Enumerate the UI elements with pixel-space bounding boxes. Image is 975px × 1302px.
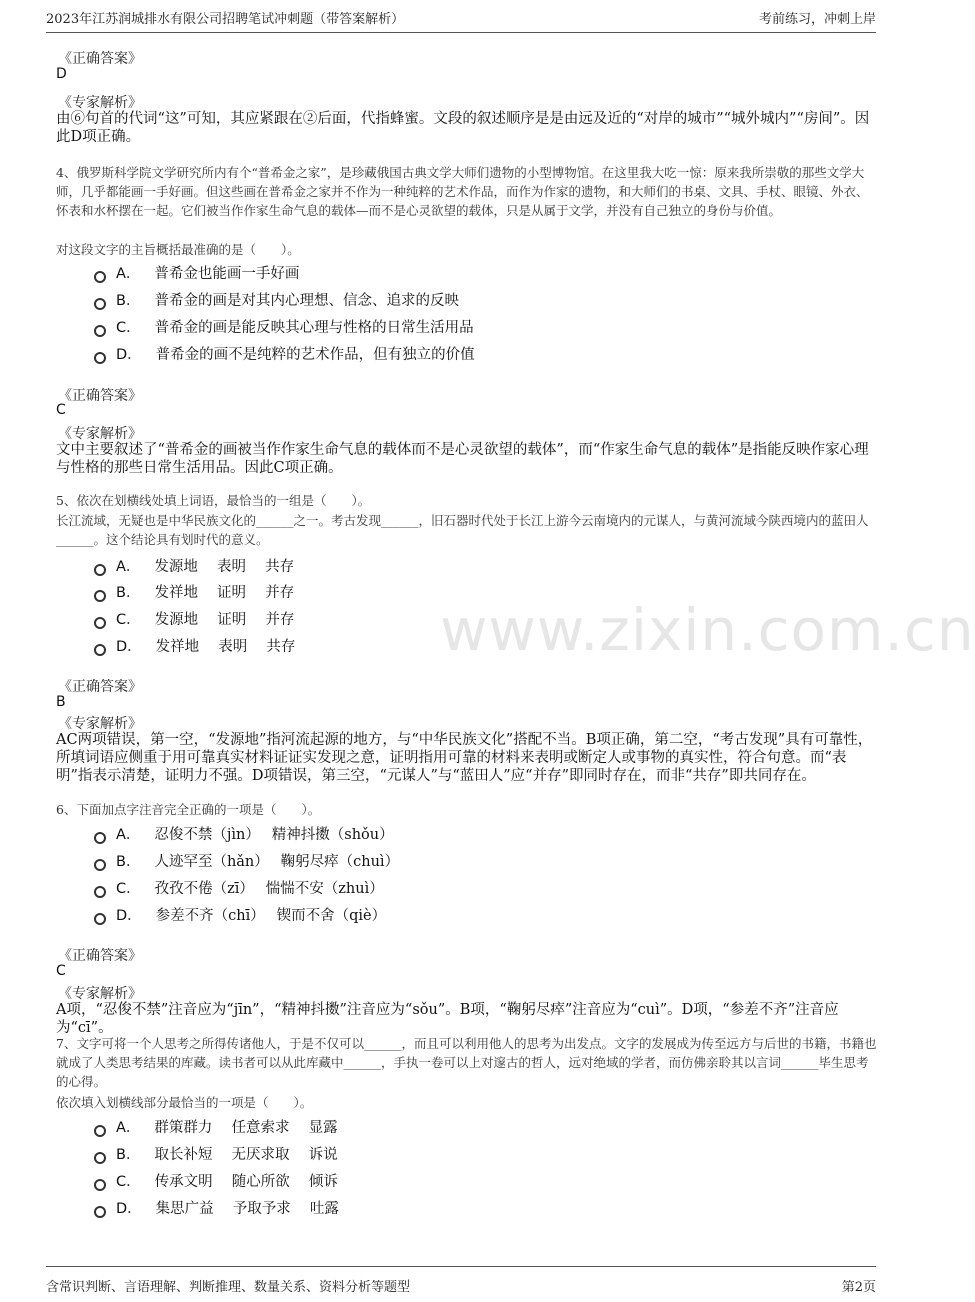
document-title: 2023年江苏润城排水有限公司招聘笔试冲刺题（带答案解析） bbox=[46, 12, 405, 27]
radio-icon[interactable] bbox=[94, 913, 106, 925]
explain-label: 《专家解析》 bbox=[58, 986, 142, 1002]
answer-label: 《正确答案》 bbox=[58, 388, 142, 404]
radio-icon[interactable] bbox=[94, 617, 106, 629]
question-stem: 6、下面加点字注音完全正确的一项是（ ）。 bbox=[56, 802, 321, 817]
answer-label: 《正确答案》 bbox=[58, 679, 142, 695]
answer-value: D bbox=[56, 66, 67, 82]
page-footer bbox=[46, 1266, 876, 1295]
watermark: www.zixin.com.cn bbox=[440, 596, 975, 664]
option-d[interactable]: D． 参差不齐（chī） 锲而不舍（qiè） bbox=[94, 904, 386, 925]
explanation-text: AC两项错误，第一空，“发源地”指河流起源的地方，与“中华民族文化”搭配不当。B项正确，第二空，“考古发现”具有可靠性，所填词语应侧重于用可靠真实材料证证实发现之意，证明指用可靠的材料来表明或断定人或事物的真实性，符合句意。而“表明”指表示清楚，证明力不强。D项错误，第三空，“元谋人”与“蓝田人”应“并存”即同时存在，而非“共存”即共同存在。 bbox=[56, 732, 873, 784]
question-prompt: 依次填入划横线部分最恰当的一项是（ ）。 bbox=[56, 1095, 313, 1110]
radio-icon[interactable] bbox=[94, 886, 106, 898]
explain-label: 《专家解析》 bbox=[58, 426, 142, 442]
explanation-text: 由⑥句首的代词“这”可知，其应紧跟在②后面，代指蜂蜜。文段的叙述顺序是是由远及近的“对岸的城市”“城外城内”“房间”。因此D项正确。 bbox=[56, 111, 870, 145]
option-c[interactable]: C． 孜孜不倦（zī） 惴惴不安（zhuì） bbox=[94, 877, 384, 898]
footer-note: 含常识判断、言语理解、判断推理、数量关系、资料分析等题型 bbox=[46, 1280, 411, 1295]
radio-icon[interactable] bbox=[94, 325, 106, 337]
radio-icon[interactable] bbox=[94, 352, 106, 364]
header-slogan: 考前练习，冲刺上岸 bbox=[758, 12, 876, 27]
question-stem: 7、文字可将一个人思考之所得传诸他人，于是不仅可以______，而且可以利用他人的思考为出发点。文字的发展成为传至远方与后世的书籍，书籍也就成了人类思考结果的库藏。读书者可以从此库藏中______，手执一卷可以上对邃古的哲人，远对绝域的学者，而仿佛亲聆其以言词______毕生思考的心得。 bbox=[56, 1036, 877, 1089]
radio-icon[interactable] bbox=[94, 1152, 106, 1164]
question-prompt: 对这段文字的主旨概括最准确的是（ ）。 bbox=[56, 242, 300, 257]
option-a[interactable]: A． 发源地 表明 共存 bbox=[94, 555, 294, 576]
answer-value: B bbox=[56, 694, 66, 710]
explain-label: 《专家解析》 bbox=[58, 716, 142, 732]
explanation-text: A项，“忍俊不禁”注音应为“jīn”，“精神抖擞”注音应为“sǒu”。B项，“鞠躬尽瘁”注音应为“cuì”。D项，“参差不齐”注音应为“cī”。 bbox=[56, 1002, 839, 1036]
page-number: 第2页 bbox=[841, 1280, 876, 1295]
answer-label: 《正确答案》 bbox=[58, 51, 142, 67]
answer-label: 《正确答案》 bbox=[58, 948, 142, 964]
option-c[interactable]: C． 普希金的画是能反映其心理与性格的日常生活用品 bbox=[94, 316, 474, 337]
page-header bbox=[46, 8, 876, 33]
radio-icon[interactable] bbox=[94, 1206, 106, 1218]
radio-icon[interactable] bbox=[94, 832, 106, 844]
answer-value: C bbox=[56, 402, 66, 418]
option-b[interactable]: B． 人迹罕至（hǎn） 鞠躬尽瘁（chuì） bbox=[94, 850, 399, 871]
answer-value: C bbox=[56, 963, 66, 979]
radio-icon[interactable] bbox=[94, 271, 106, 283]
option-b[interactable]: B． 取长补短 无厌求取 诉说 bbox=[94, 1143, 338, 1164]
option-b[interactable]: B． 普希金的画是对其内心理想、信念、追求的反映 bbox=[94, 289, 459, 310]
option-a[interactable]: A． 群策群力 任意索求 显露 bbox=[94, 1116, 338, 1137]
radio-icon[interactable] bbox=[94, 298, 106, 310]
explanation-text: 文中主要叙述了“普希金的画被当作作家生命气息的载体而不是心灵欲望的载体”，而“作家生命气息的载体”是指能反映作家心理与性格的那些日常生活用品。因此C项正确。 bbox=[56, 442, 869, 476]
option-c[interactable]: C． 传承文明 随心所欲 倾诉 bbox=[94, 1170, 338, 1191]
option-c[interactable]: C． 发源地 证明 并存 bbox=[94, 608, 294, 629]
explain-label: 《专家解析》 bbox=[58, 95, 142, 111]
question-stem: 4、俄罗斯科学院文学研究所内有个“普希金之家”，是珍藏俄国古典文学大师们遗物的小型博物馆。在这里我大吃一惊：原来我所崇敬的那些文学大师，几乎都能画一手好画。但这些画在普希金之家并不作为一种纯粹的艺术作品，而作为作家的遗物，和大师们的书桌、文具、手杖、眼镜、外衣、怀表和水杯摆在一起。它们被当作作家生命气息的载体—而不是心灵欲望的载体，只是从属于文学，并没有自己独立的身份与价值。 bbox=[56, 165, 869, 218]
radio-icon[interactable] bbox=[94, 590, 106, 602]
radio-icon[interactable] bbox=[94, 644, 106, 656]
option-d[interactable]: D． 集思广益 予取予求 吐露 bbox=[94, 1197, 339, 1218]
option-a[interactable]: A． 普希金也能画一手好画 bbox=[94, 262, 299, 283]
radio-icon[interactable] bbox=[94, 1125, 106, 1137]
option-d[interactable]: D． 发祥地 表明 共存 bbox=[94, 635, 295, 656]
radio-icon[interactable] bbox=[94, 1179, 106, 1191]
radio-icon[interactable] bbox=[94, 859, 106, 871]
option-d[interactable]: D． 普希金的画不是纯粹的艺术作品，但有独立的价值 bbox=[94, 343, 475, 364]
option-b[interactable]: B． 发祥地 证明 并存 bbox=[94, 581, 294, 602]
radio-icon[interactable] bbox=[94, 564, 106, 576]
question-passage: 长江流域，无疑也是中华民族文化的______之一。考古发现______，旧石器时代处于长江上游今云南境内的元谋人，与黄河流域今陕西境内的蓝田人______。这个结论具有划时代的意义。 bbox=[56, 513, 869, 547]
question-stem: 5、依次在划横线处填上词语，最恰当的一组是（ ）。 bbox=[56, 493, 371, 508]
option-a[interactable]: A． 忍俊不禁（jìn） 精神抖擞（shǒu） bbox=[94, 823, 394, 844]
